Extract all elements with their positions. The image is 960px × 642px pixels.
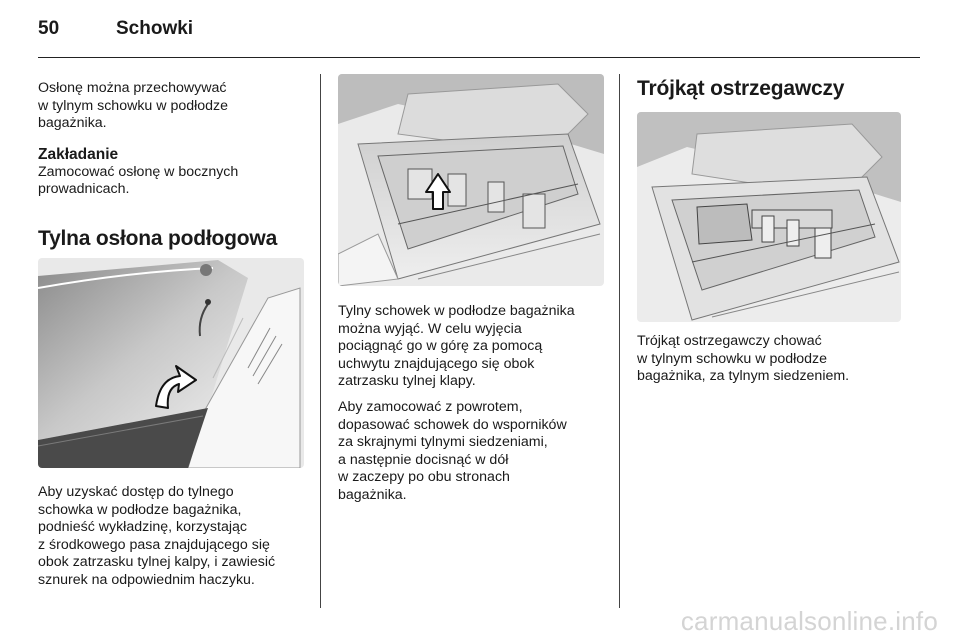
column-1: [38, 80, 313, 199]
text-line: bagażnika.: [38, 115, 107, 132]
rear-floor-cover-section: [38, 226, 313, 252]
text-line: za skrajnymi tylnymi siedzeniami,: [338, 434, 548, 451]
installing-heading: Zakładanie: [38, 145, 119, 163]
text-line: Aby uzyskać dostęp do tylnego: [38, 484, 234, 500]
text-line: Osłonę można przechowywać: [38, 80, 227, 96]
text-line: Trójkąt ostrzegawczy chować: [637, 333, 822, 349]
text-line: obok zatrzasku tylnej kalpy, i zawiesić: [38, 554, 276, 571]
floor-cover-caption: [38, 484, 313, 590]
text-line: bagażnika, za tylnym siedzeniem.: [637, 368, 850, 385]
text-line: w tylnym schowku w podłodze: [38, 97, 229, 114]
watermark: carmanualsonline.info: [680, 606, 938, 636]
page-number: 50: [38, 18, 60, 39]
refit-paragraph: [338, 399, 613, 505]
text-line: dopasować schowek do wsporników: [338, 416, 567, 433]
text-line: Zamocować osłonę w bocznych: [38, 163, 239, 180]
warning-triangle-drawing: [637, 112, 901, 322]
intro-text: [38, 80, 313, 133]
floor-cover-illustration: [38, 258, 304, 468]
text-line: zatrzasku tylnej klapy.: [338, 373, 476, 390]
text-line: a następnie docisnąć w dół: [338, 451, 509, 468]
column-divider-left: [320, 74, 321, 608]
text-line: Aby zamocować z powrotem,: [338, 398, 523, 415]
text-line: sznurek na odpowiednim haczyku.: [38, 571, 255, 588]
text-line: pociągnąć go w górę za pomocą: [338, 338, 543, 355]
text-line: prowadnicach.: [38, 181, 130, 198]
text-line: schowka w podłodze bagażnika,: [38, 501, 242, 518]
page-header: [38, 18, 193, 40]
installing-text: [38, 164, 313, 199]
warning-triangle-section: [637, 76, 927, 102]
floor-cover-drawing: [38, 258, 304, 468]
removal-paragraph: [338, 303, 613, 391]
section-title-rear-floor-cover: Tylna osłona podłogowa: [38, 227, 278, 250]
text-line: w zaczepy po obu stronach: [338, 469, 510, 486]
text-line: bagażnika.: [338, 486, 407, 503]
text-line: uchwytu znajdującego się obok: [338, 355, 535, 372]
header-rule: [38, 57, 920, 58]
section-title-warning-triangle: Trójkąt ostrzegawczy: [637, 77, 845, 100]
storage-compartment-illustration: [338, 74, 604, 286]
text-line: Tylny schowek w podłodze bagażnika: [338, 303, 575, 319]
text-line: podnieść wykładzinę, korzystając: [38, 519, 247, 536]
text-line: z środkowego pasa znajdującego się: [38, 536, 270, 553]
column-divider-right: [619, 74, 620, 608]
storage-compartment-drawing: [338, 74, 604, 286]
text-line: można wyjąć. W celu wyjęcia: [338, 320, 522, 337]
warning-triangle-illustration: [637, 112, 901, 322]
text-line: w tylnym schowku w podłodze: [637, 350, 828, 367]
column-2-text: [338, 303, 613, 505]
chapter-title: Schowki: [116, 18, 194, 39]
warning-triangle-text: [637, 333, 927, 386]
